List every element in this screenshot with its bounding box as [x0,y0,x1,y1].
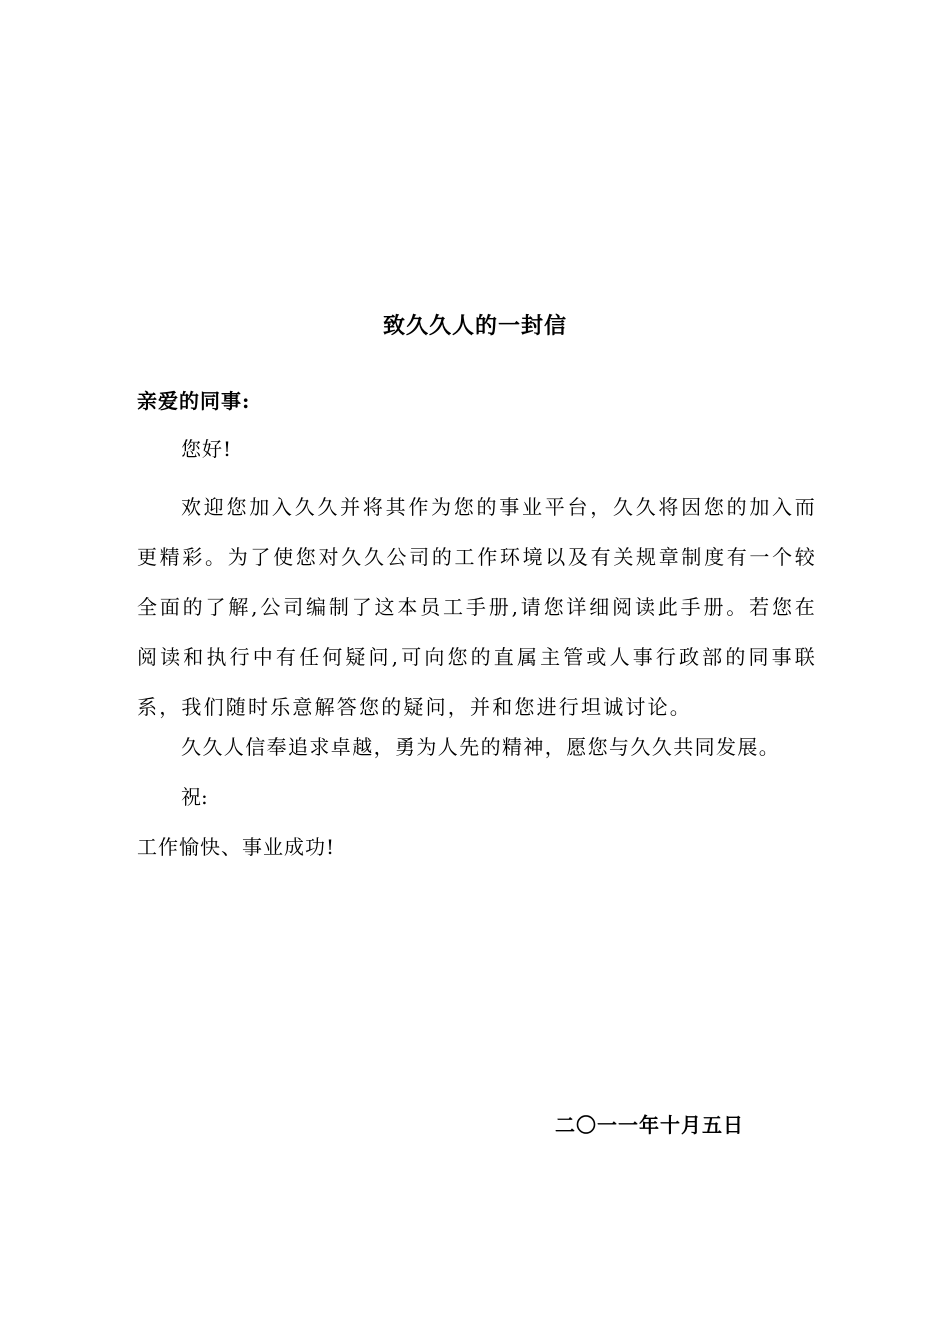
letter-title: 致久久人的一封信 [382,313,567,339]
letter-motto: 久久人信奉追求卓越，勇为人先的精神，愿您与久久共同发展。 [181,735,781,759]
letter-wish: 祝: [181,785,208,809]
letter-greeting: 您好! [181,437,233,461]
letter-salutation: 亲爱的同事: [137,389,251,413]
letter-blessing: 工作愉快、事业成功! [137,835,336,859]
letter-body-paragraph: 欢迎您加入久久并将其作为您的事业平台，久久将因您的加入而更精彩。为了使您对久久公司的工作环境以及有关规章制度有一个较全面的了解,公司编制了这本员工手册,请您详细阅读此手册。若您在阅读和执行中有任何疑问,可向您的直属主管或人事行政部的同事联系，我们随时乐意解答您的疑问，并和您进行坦诚讨论。 [137,495,817,719]
letter-date: 二〇一一年十月五日 [555,1113,744,1137]
